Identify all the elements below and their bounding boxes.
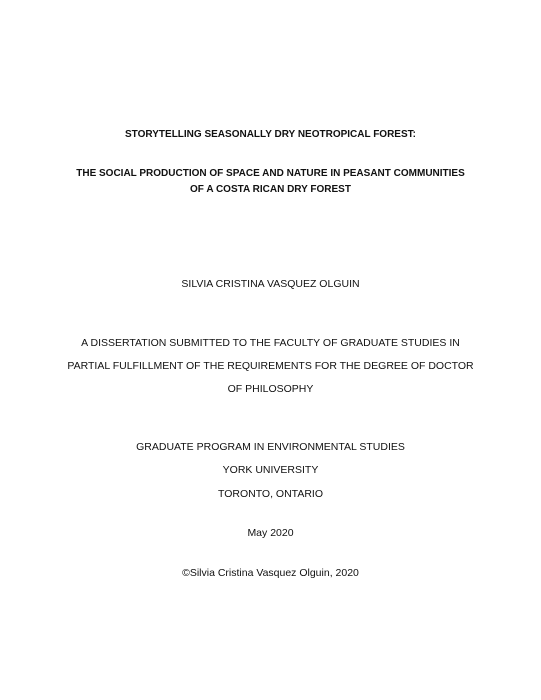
dissertation-subtitle-line-1: THE SOCIAL PRODUCTION OF SPACE AND NATURE IN PEASANT COMMUNITIES [76,168,465,179]
copyright-notice: ©Silvia Cristina Vasquez Olguin, 2020 [182,567,359,579]
submission-statement-line-1: A DISSERTATION SUBMITTED TO THE FACULTY OF GRADUATE STUDIES IN [81,337,460,349]
university-name: YORK UNIVERSITY [222,464,319,476]
author-name: SILVIA CRISTINA VASQUEZ OLGUIN [181,278,360,290]
submission-statement-line-2: PARTIAL FULFILLMENT OF THE REQUIREMENTS FOR THE DEGREE OF DOCTOR [67,360,474,372]
dissertation-title: STORYTELLING SEASONALLY DRY NEOTROPICAL FOREST: [125,129,416,140]
graduate-program: GRADUATE PROGRAM IN ENVIRONMENTAL STUDIES [136,441,405,453]
submission-statement-line-3: OF PHILOSOPHY [227,383,314,395]
dissertation-subtitle-line-2: OF A COSTA RICAN DRY FOREST [190,184,351,195]
submission-date: May 2020 [247,527,294,539]
university-location: TORONTO, ONTARIO [217,488,323,500]
